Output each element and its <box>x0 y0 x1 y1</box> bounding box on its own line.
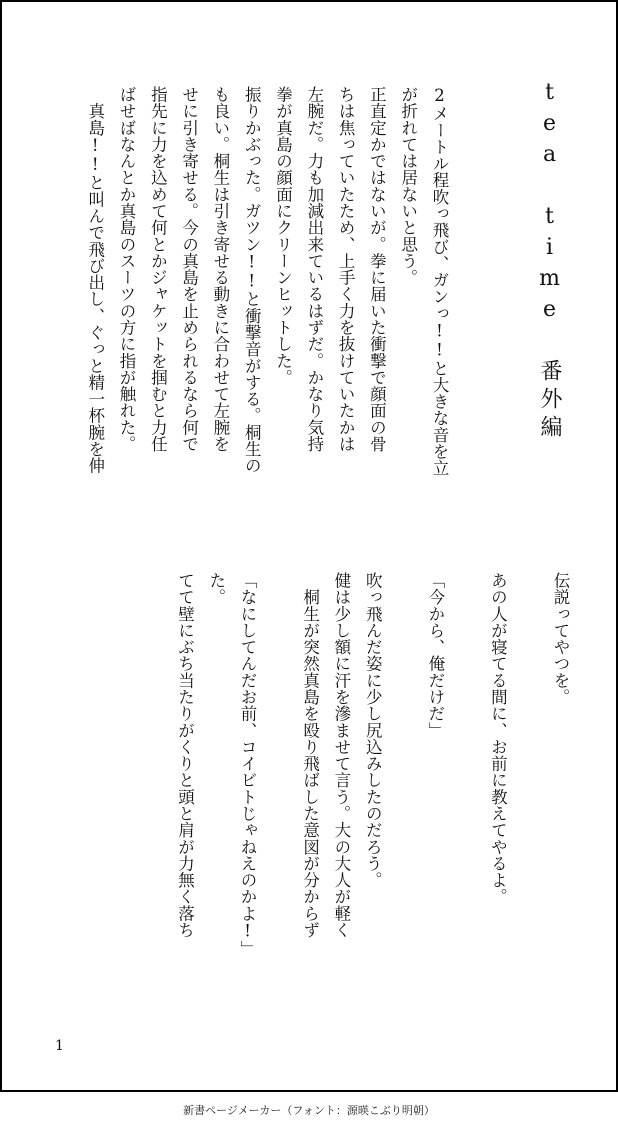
body-text-lower: 伝説ってやつを。 あの人が寝てる間に、お前に教えてやるよ。 「今から、俺だけだ」 吹っ飛んだ姿に少し尻込みしたのだろう。 健は少し額に汗を滲ませて言う。大の大人が軽く 桐生が突然真島を殴り飛ばした意図が分からず 「なにしてんだお前、コイビトじゃねえのかよ!」 た。 てて壁にぶち当たりがくりと頭と肩が力無く落ち <box>175 572 570 958</box>
footer-credit: 新書ページメーカー（フォント：源暎こぶり明朝） <box>183 1104 435 1117</box>
body-text-upper: 2メートル程吹っ飛び、ガンっ!!と大きな音を立 が折れては居ないと思う。 正直定かではないが。拳に届いた衝撃で顔面の骨 ちは焦っていたため、上手く力を抜けていたかは 左腕だ。力も加減出来ているはずだ。かなり気持 拳が真島の顔面にクリーンヒットした。 振りかぶった。ガツン!!と衝撃音がする。桐生の も良い。桐生は引き寄せる動きに合わせて左腕を せに引き寄せる。今の真島を止められるなら何で 指先に力を込めて何とかジャケットを掴むと力任 ばせばなんとか真島のスーツの方に指が触れた。 真島!!と叫んで飛び出し、ぐっと精一杯腕を伸 <box>85 86 449 477</box>
story-title: tea time 番外編 <box>537 80 562 443</box>
page-number: 1 <box>55 1038 64 1054</box>
